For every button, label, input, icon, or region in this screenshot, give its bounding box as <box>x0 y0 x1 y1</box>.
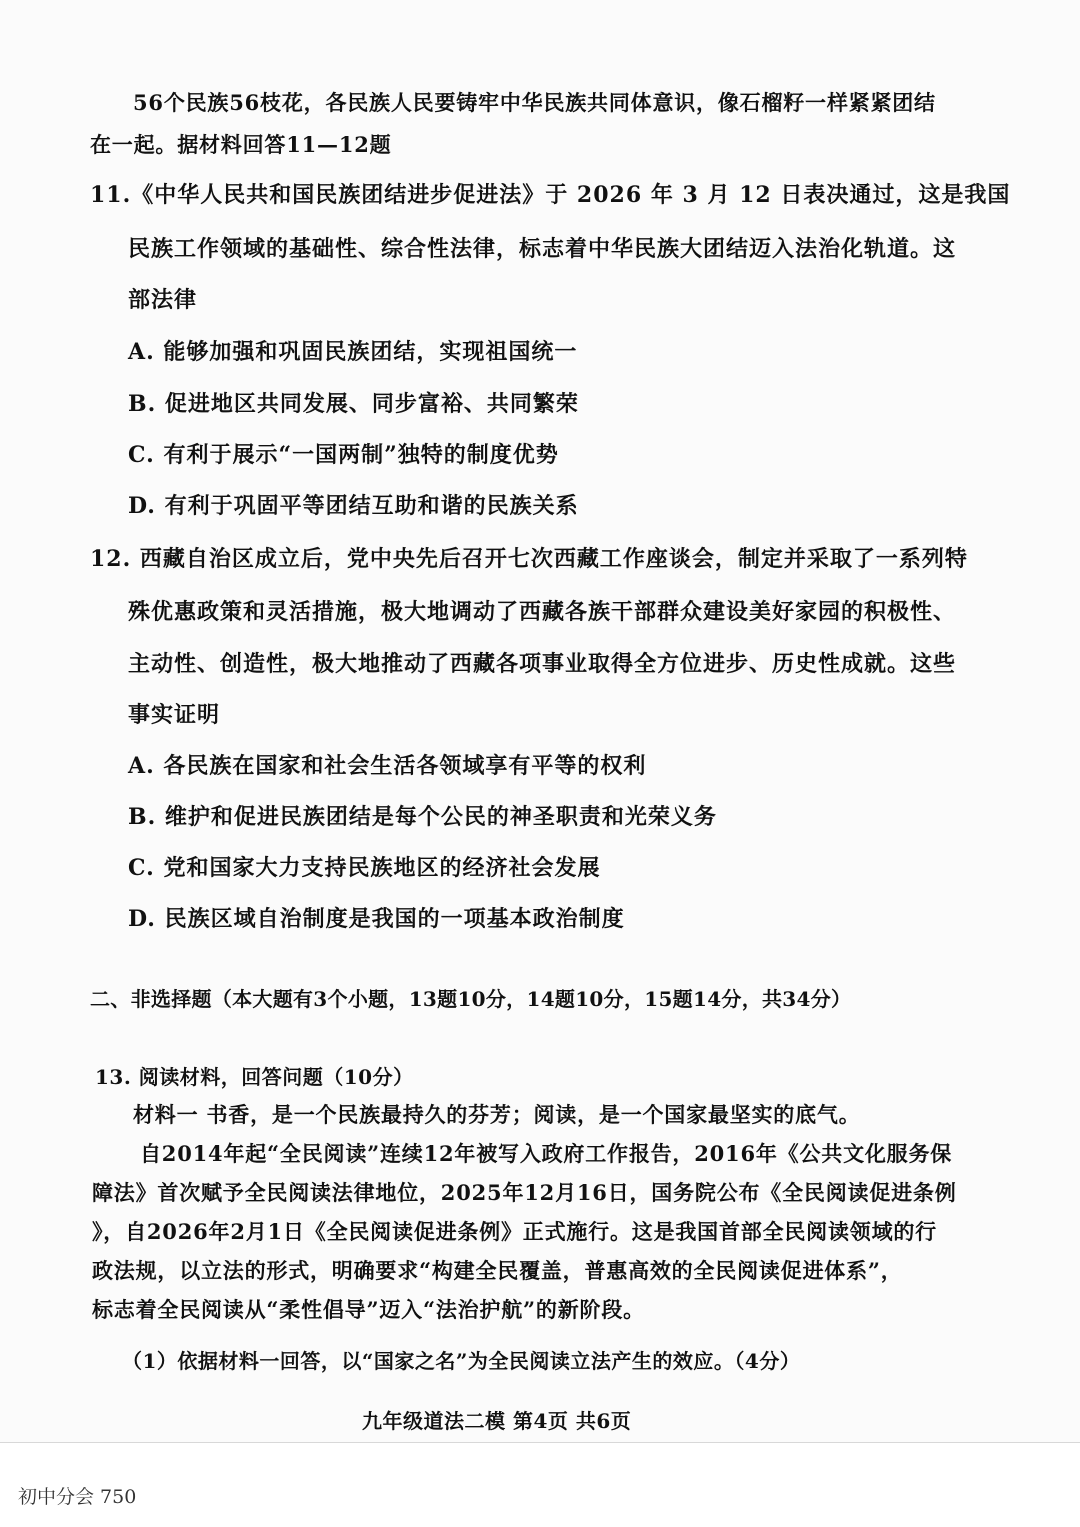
page-footer: 九年级道法二模 第4页 共6页 <box>362 1409 632 1433</box>
q11-option-c: C. 有利于展示“一国两制”独特的制度优势 <box>128 442 559 468</box>
q12-stem-line-2: 殊优惠政策和灵活措施，极大地调动了西藏各族干部群众建设美好家园的积极性、 <box>128 599 957 625</box>
q13-title: 13. 阅读材料，回答问题（10分） <box>95 1065 414 1089</box>
q13-material-line-3: 障法》首次赋予全民阅读法律地位，2025年12月16日，国务院公布《全民阅读促进条例 <box>92 1180 957 1205</box>
q13-material-line-4: 》，自2026年2月1日《全民阅读促进条例》正式施行。这是我国首部全民阅读领域的行 <box>92 1219 937 1244</box>
q11-stem-line-1: 11.《中华人民共和国民族团结进步促进法》于 2026 年 3 月 12 日表决通过，这是我国 <box>90 182 1011 208</box>
q13-material-line-2: 自2014年起“全民阅读”连续12年被写入政府工作报告，2016年《公共文化服务保 <box>140 1141 953 1166</box>
source-watermark: 初中分会 750 <box>18 1486 137 1508</box>
q11-option-b: B. 促进地区共同发展、同步富裕、共同繁荣 <box>128 391 579 417</box>
q11-stem-line-2: 民族工作领域的基础性、综合性法律，标志着中华民族大团结迈入法治化轨道。这 <box>128 236 957 262</box>
section-2-heading: 二、非选择题（本大题有3个小题，13题10分，14题10分，15题14分，共34分） <box>90 987 852 1011</box>
page-edge-divider <box>0 1442 1080 1443</box>
intro-line-2: 在一起。据材料回答11—12题 <box>90 132 392 157</box>
q13-material-line-6: 标志着全民阅读从“柔性倡导”迈入“法治护航”的新阶段。 <box>92 1297 645 1322</box>
q12-stem-line-4: 事实证明 <box>128 702 221 728</box>
q12-option-b: B. 维护和促进民族团结是每个公民的神圣职责和光荣义务 <box>128 804 717 830</box>
q13-material-line-5: 政法规，以立法的形式，明确要求“构建全民覆盖，普惠高效的全民阅读促进体系”， <box>92 1258 903 1283</box>
q11-option-d: D. 有利于巩固平等团结互助和谐的民族关系 <box>128 493 579 519</box>
intro-line-1: 56个民族56枝花，各民族人民要铸牢中华民族共同体意识，像石榴籽一样紧紧团结 <box>133 90 936 115</box>
q13-material-line-1: 材料一 书香，是一个民族最持久的芬芳；阅读，是一个国家最坚实的底气。 <box>133 1102 861 1127</box>
q12-option-a: A. 各民族在国家和社会生活各领域享有平等的权利 <box>128 753 647 779</box>
q13-subquestion-1: （1）依据材料一回答，以“国家之名”为全民阅读立法产生的效应。（4分） <box>122 1349 801 1373</box>
q11-stem-line-3: 部法律 <box>128 287 198 313</box>
q12-option-d: D. 民族区域自治制度是我国的一项基本政治制度 <box>128 906 625 932</box>
q12-stem-line-1: 12. 西藏自治区成立后，党中央先后召开七次西藏工作座谈会，制定并采取了一系列特 <box>90 546 968 572</box>
q11-option-a: A. 能够加强和巩固民族团结，实现祖国统一 <box>128 339 578 365</box>
q12-option-c: C. 党和国家大力支持民族地区的经济社会发展 <box>128 855 601 881</box>
q12-stem-line-3: 主动性、创造性，极大地推动了西藏各项事业取得全方位进步、历史性成就。这些 <box>128 651 957 677</box>
